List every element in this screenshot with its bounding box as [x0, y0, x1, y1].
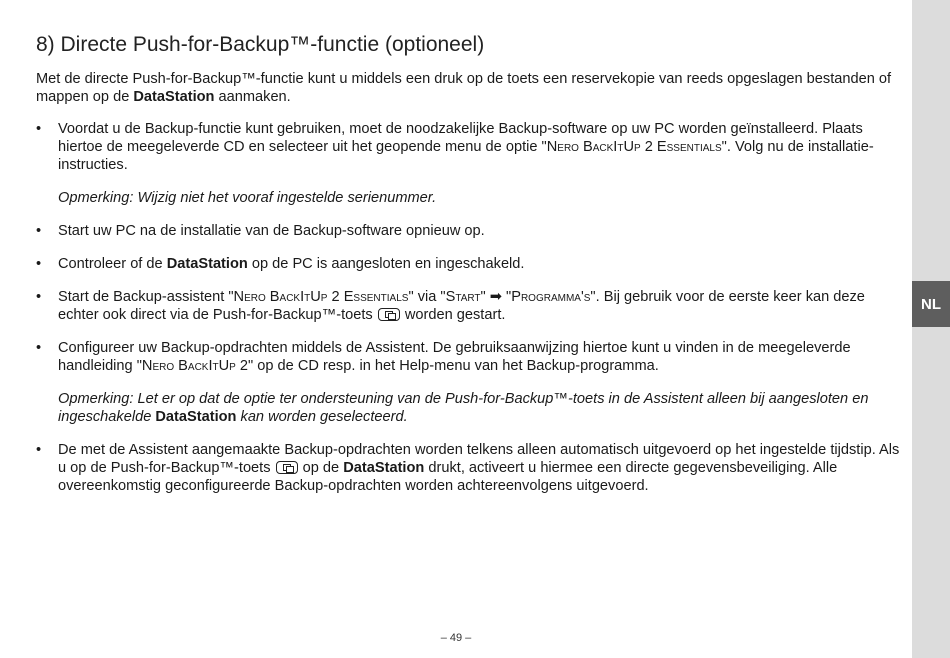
bullet: •: [36, 223, 42, 239]
right-sidebar: [912, 0, 950, 658]
bullet: •: [36, 256, 42, 272]
language-tab: NL: [912, 281, 950, 327]
list-item: • Controleer of de DataStation op de PC is aangesloten en ingeschakeld.: [36, 256, 525, 272]
instruction-list-end: [36, 441, 902, 495]
bullet: •: [36, 289, 42, 305]
list-item: • Start uw PC na de installatie van de Backup-software opnieuw op.: [36, 223, 485, 239]
page-title: 8) Directe Push-for-Backup™-functie (optioneel): [36, 33, 485, 56]
page-number: – 49 –: [440, 632, 472, 644]
bullet: •: [36, 442, 42, 458]
list-item: • Start de Backup-assistent "Nero BackItUp 2 Essentials" via "Start" ➡ "Programma's". Bij gebruik voor de eerste keer kan deze echter ook direct via de Push-for-Backup™-toets worden gestart.: [36, 289, 865, 323]
bullet: •: [36, 340, 42, 356]
note-serial-number: Opmerking: Wijzig niet het vooraf ingestelde serienummer.: [58, 190, 437, 206]
instruction-list-cont: [36, 222, 902, 375]
note-push-for-backup: Opmerking: Let er op dat de optie ter ondersteuning van de Push-for-Backup™-toets in de Assistent alleen bij aangesloten en ingeschakelde DataStation kan worden geselecteerd.: [58, 391, 869, 425]
page-content: [36, 32, 902, 510]
backup-key-icon: [378, 308, 400, 321]
list-item: • Voordat u de Backup-functie kunt gebruiken, moet de noodzakelijke Backup-software op uw PC worden geïnstalleerd. Plaats hiertoe de meegeleverde CD en selecteer uit het geopende menu de optie "Nero BackItUp 2 Essentials". Volg nu de installatie-instructies.: [36, 121, 874, 173]
bullet: •: [36, 121, 42, 137]
backup-key-icon: [276, 461, 298, 474]
list-item: • Configureer uw Backup-opdrachten middels de Assistent. De gebruiksaanwijzing hiertoe kunt u vinden in de meegeleverde handleiding "Nero BackItUp 2" op de CD resp. in het Help-menu van het Backup-programma.: [36, 340, 851, 374]
intro-paragraph: Met de directe Push-for-Backup™-functie kunt u middels een druk op de toets een reservekopie van reeds opgeslagen bestanden of mappen op de DataStation aanmaken.: [36, 71, 892, 105]
list-item: • De met de Assistent aangemaakte Backup-opdrachten worden telkens alleen automatisch uitgevoerd op het ingestelde tijdstip. Als u op de Push-for-Backup™-toets op de DataStation drukt, activeert u hiermee een directe gegevensbeveiliging. Alle overeenkomstig geconfigureerde Backup-opdrachten worden achtereenvolgens uitgevoerd.: [36, 442, 900, 494]
instruction-list: [36, 120, 902, 174]
